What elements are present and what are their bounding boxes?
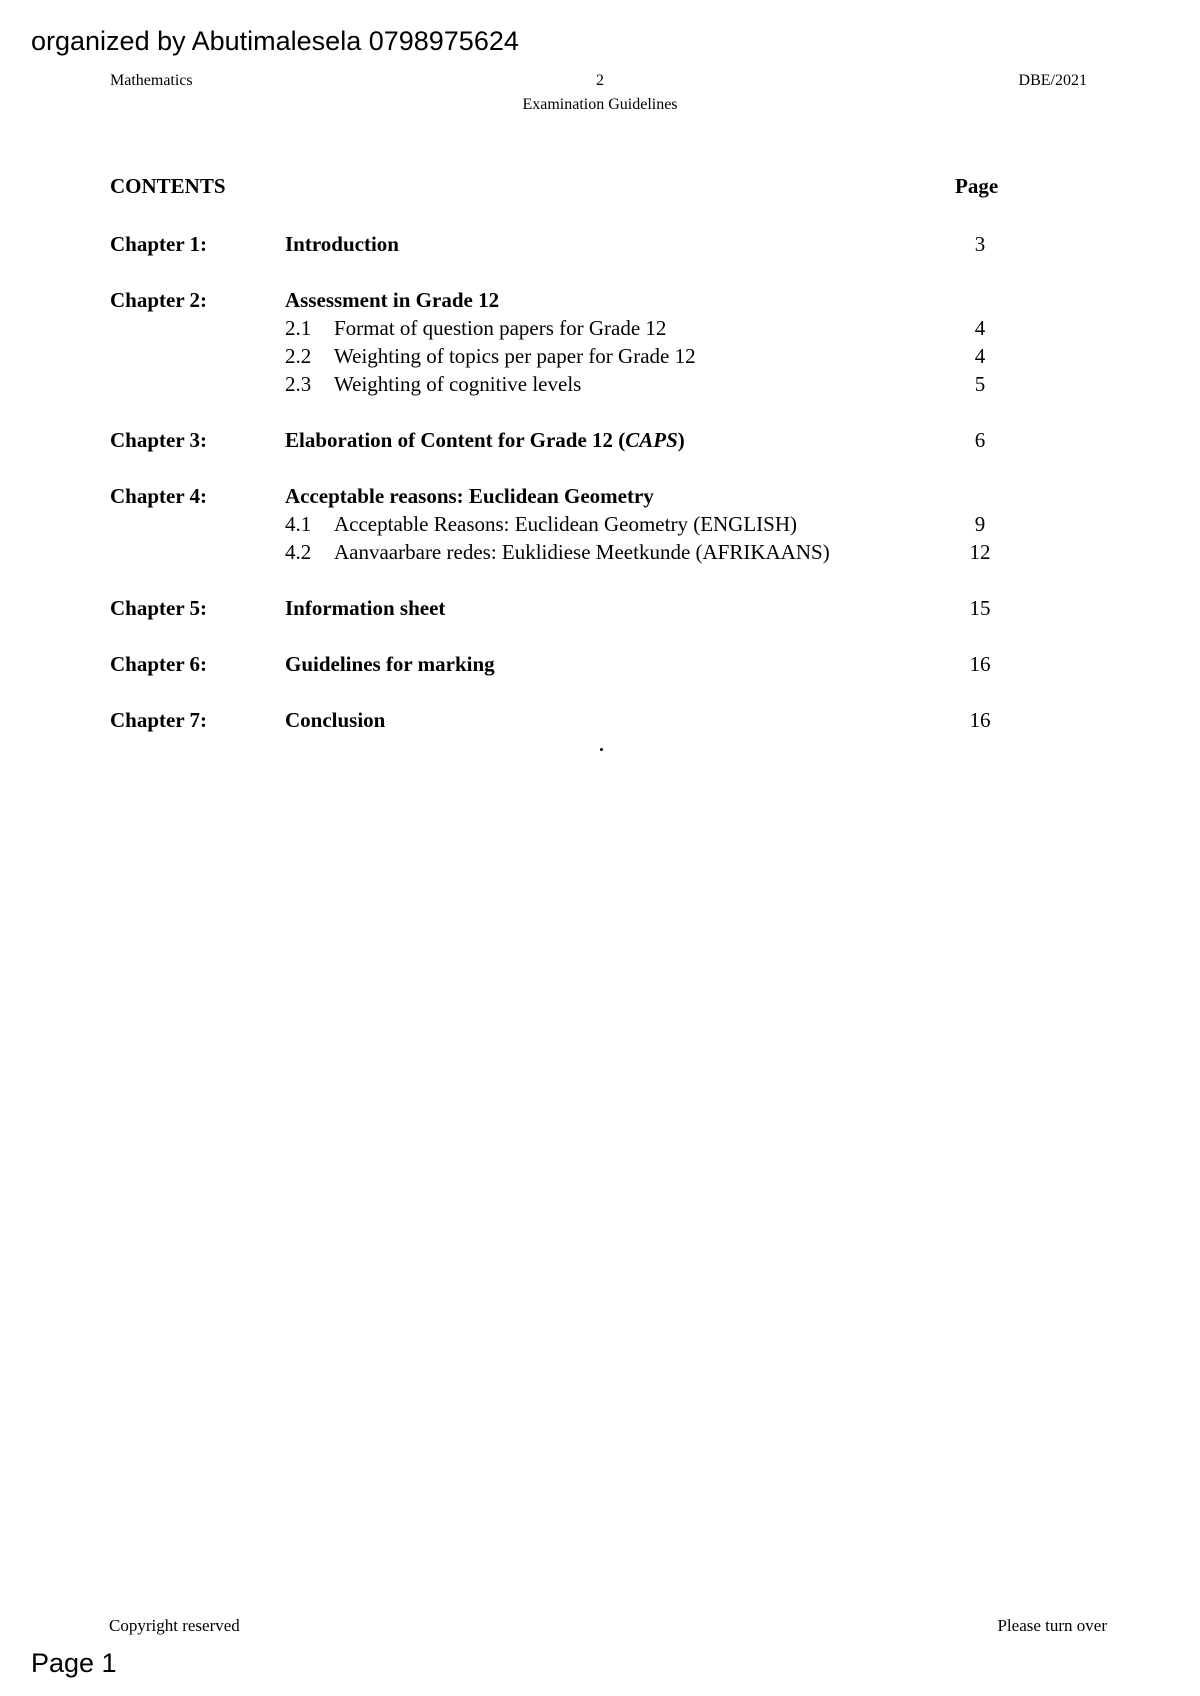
contents-title: CONTENTS: [110, 174, 226, 198]
chapter-3-title-end: ): [677, 428, 685, 452]
chapter-5-label: Chapter 5:: [110, 596, 208, 620]
section-2-1-number: 2.1: [285, 316, 312, 340]
section-4-1-text: Acceptable Reasons: Euclidean Geometry (ENGLISH): [334, 512, 798, 536]
section-2-3-number: 2.3: [285, 372, 312, 396]
section-2-1-text: Format of question papers for Grade 12: [334, 316, 667, 340]
chapter-2-label: Chapter 2:: [110, 288, 208, 312]
section-2-1-page: 4: [974, 316, 986, 340]
section-2-3-page: 5: [974, 372, 986, 396]
chapter-3-title: [285, 428, 685, 453]
footer-copyright: Copyright reserved: [109, 1616, 240, 1635]
section-2-2-number: 2.2: [285, 344, 312, 368]
chapter-3-page: 6: [974, 428, 986, 452]
section-4-2-page: 12: [969, 540, 991, 564]
chapter-4-title: Acceptable reasons: Euclidean Geometry: [285, 484, 654, 508]
chapter-3-title-italic: CAPS: [625, 428, 678, 452]
organizer-note: organized by Abutimalesela 0798975624: [31, 26, 519, 56]
chapter-4-label: Chapter 4:: [110, 484, 208, 508]
section-2-2-text: Weighting of topics per paper for Grade 12: [334, 344, 696, 368]
section-2-2-page: 4: [974, 344, 986, 368]
section-4-2-text: Aanvaarbare redes: Euklidiese Meetkunde (AFRIKAANS): [334, 540, 830, 564]
chapter-1-page: 3: [974, 232, 986, 256]
chapter-5-title: Information sheet: [285, 596, 446, 620]
chapter-3-title-main: Elaboration of Content for Grade 12 (: [285, 428, 626, 452]
chapter-1-title: Introduction: [285, 232, 399, 256]
page-marker: Page 1: [31, 1648, 117, 1678]
page-column-heading: Page: [955, 174, 999, 198]
chapter-7-title: Conclusion: [285, 708, 386, 732]
section-4-1-page: 9: [974, 512, 986, 536]
header-subject: Mathematics: [110, 72, 193, 89]
section-2-3-text: Weighting of cognitive levels: [334, 372, 582, 396]
header-page-number: 2: [596, 72, 604, 89]
chapter-6-label: Chapter 6:: [110, 652, 208, 676]
section-4-2-number: 4.2: [285, 540, 312, 564]
chapter-7-label: Chapter 7:: [110, 708, 208, 732]
chapter-6-page: 16: [969, 652, 991, 676]
chapter-1-label: Chapter 1:: [110, 232, 208, 256]
chapter-5-page: 15: [969, 596, 991, 620]
chapter-3-label: Chapter 3:: [110, 428, 208, 452]
chapter-2-title: Assessment in Grade 12: [285, 288, 500, 312]
chapter-6-title: Guidelines for marking: [285, 652, 495, 676]
header-code: DBE/2021: [1018, 72, 1087, 89]
section-4-1-number: 4.1: [285, 512, 312, 536]
chapter-7-page: 16: [969, 708, 991, 732]
header-subtitle: Examination Guidelines: [522, 96, 678, 113]
stray-dot: [600, 748, 603, 751]
footer-turn-over: Please turn over: [997, 1616, 1107, 1635]
